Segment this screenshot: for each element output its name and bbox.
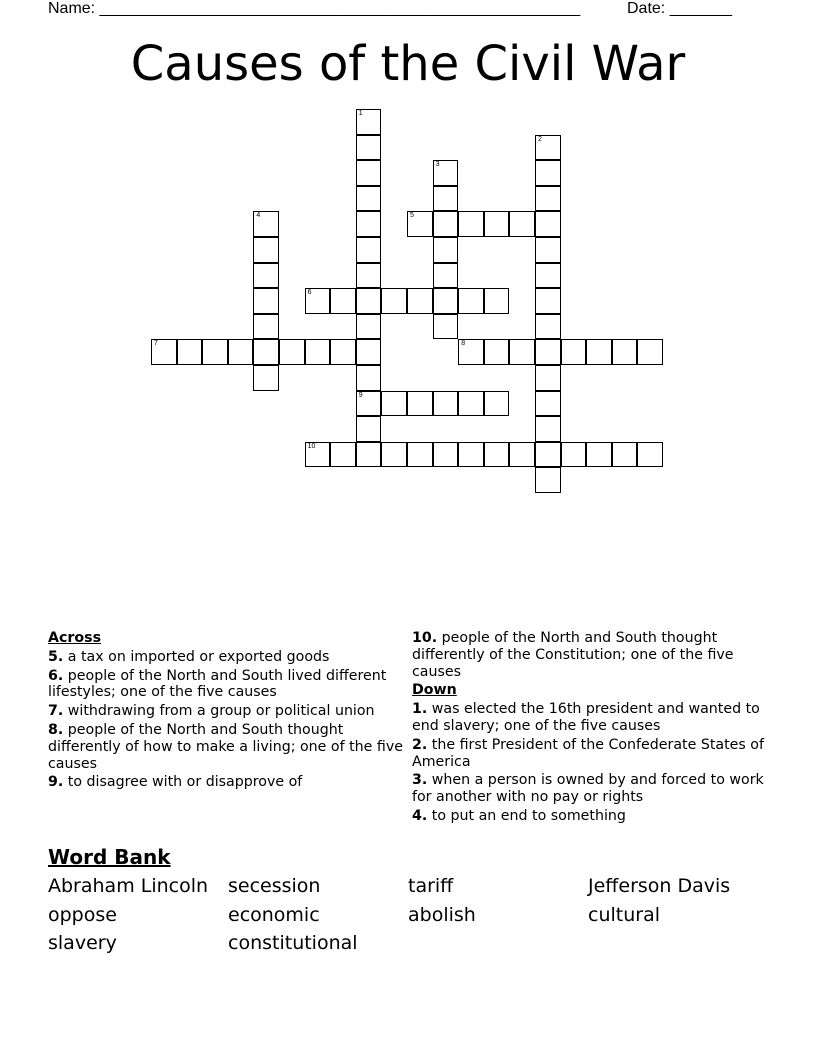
crossword-cell[interactable] [177,339,203,365]
crossword-cell[interactable] [484,339,510,365]
word-bank-item: Jefferson Davis [588,875,731,897]
crossword-cell[interactable] [356,109,382,135]
crossword-cell[interactable] [407,288,433,314]
crossword-cell[interactable] [637,339,663,365]
crossword-cell[interactable] [228,339,254,365]
across-heading: Across [48,630,102,646]
clue-across-9: 9. to disagree with or disapprove of [48,774,303,791]
name-field-label: Name: ______________________________________________________ [48,0,581,17]
clue-down-2: 2. the first President of the Confederate States of America [412,736,764,770]
crossword-cell[interactable] [535,135,561,161]
crossword-cell[interactable] [484,211,510,237]
word-bank-item: tariff [408,875,454,897]
crossword-cell[interactable] [535,186,561,212]
crossword-cell[interactable] [433,391,459,417]
clue-number: 1 [358,110,363,117]
clue-across-7: 7. withdrawing from a group or political union [48,703,375,720]
crossword-cell[interactable] [535,416,561,442]
crossword-cell[interactable] [279,339,305,365]
crossword-cell[interactable] [407,391,433,417]
crossword-cell[interactable] [433,263,459,289]
crossword-cell[interactable] [458,211,484,237]
word-bank-item: economic [228,904,320,926]
clue-number: 6 [307,289,312,297]
crossword-cell[interactable] [509,442,535,468]
down-heading: Down [412,682,457,699]
page-title: Causes of the Civil War [130,36,686,92]
crossword-cell[interactable] [356,416,382,442]
crossword-cell[interactable] [433,237,459,263]
clue-number: 8 [461,340,466,348]
crossword-cell[interactable] [458,442,484,468]
clue-down-3: 3. when a person is owned by and forced to work for another with no pay or rights [412,772,764,806]
crossword-cell[interactable] [433,160,459,186]
crossword-cell[interactable] [535,288,561,314]
crossword-cell[interactable] [253,339,279,365]
clue-number: 9 [358,391,363,399]
crossword-cell[interactable] [330,339,356,365]
crossword-cell[interactable] [433,314,459,340]
clue-number: 3 [435,161,440,169]
crossword-cell[interactable] [356,186,382,212]
word-bank-item: Abraham Lincoln [48,875,209,897]
crossword-cell[interactable] [253,365,279,391]
clue-number: 10 [307,442,316,450]
word-bank-item: constitutional [228,932,358,954]
word-bank-title: Word Bank [48,845,171,869]
word-bank-item: abolish [408,904,476,926]
date-field-label: Date: _______ [627,0,732,17]
crossword-cell[interactable] [484,442,510,468]
clue-number: 4 [256,212,261,220]
crossword-cell[interactable] [330,288,356,314]
across-clues [48,630,403,793]
crossword-cell[interactable] [253,211,279,237]
crossword-cell[interactable] [458,391,484,417]
clue-down-1: 1. was elected the 16th president and wanted to end slavery; one of the five causes [412,701,760,734]
crossword-cell[interactable] [433,288,459,314]
clue-across-6: 6. people of the North and South lived different lifestyles; one of the five causes [48,667,387,701]
crossword-cell[interactable] [509,211,535,237]
crossword-cell[interactable] [586,339,612,365]
clue-number: 5 [410,212,414,220]
crossword-cell[interactable] [381,288,407,314]
clue-across-5: 5. a tax on imported or exported goods [48,648,330,665]
crossword-cell[interactable] [612,442,638,468]
crossword-cell[interactable] [253,263,279,289]
crossword-cell[interactable] [509,339,535,365]
crossword-cell[interactable] [356,135,382,161]
crossword-cell[interactable] [356,237,382,263]
crossword-cell[interactable] [330,442,356,468]
crossword-cell[interactable] [433,442,459,468]
crossword-cell[interactable] [637,442,663,468]
crossword-cell[interactable] [356,442,382,468]
crossword-cell[interactable] [535,391,561,417]
word-bank-item: secession [228,875,321,897]
crossword-cell[interactable] [356,288,382,314]
crossword-cell[interactable] [484,288,510,314]
crossword-cell[interactable] [202,339,228,365]
crossword-cell[interactable] [433,211,459,237]
crossword-cell[interactable] [612,339,638,365]
crossword-cell[interactable] [535,365,561,391]
crossword-cell[interactable] [305,442,331,468]
crossword-cell[interactable] [535,314,561,340]
crossword-cell[interactable] [484,391,510,417]
crossword-cell[interactable] [458,288,484,314]
crossword-cell[interactable] [535,467,561,493]
crossword-cell[interactable] [561,442,587,468]
crossword-cell[interactable] [535,237,561,263]
crossword-cell[interactable] [356,160,382,186]
crossword-cell[interactable] [151,339,177,365]
crossword-cell[interactable] [356,391,382,417]
crossword-cell[interactable] [535,160,561,186]
clue-across-10: 10. people of the North and South thought differently of the Constitution; one of the five causes [412,630,734,680]
crossword-cell[interactable] [356,365,382,391]
crossword-cell[interactable] [561,339,587,365]
crossword-cell[interactable] [305,339,331,365]
crossword-cell[interactable] [535,442,561,468]
crossword-cell[interactable] [253,288,279,314]
crossword-cell[interactable] [305,288,331,314]
clues-right-column [412,630,772,827]
word-bank-item: slavery [48,932,117,954]
clue-number: 2 [538,135,542,143]
crossword-cell[interactable] [586,442,612,468]
crossword-cell[interactable] [433,186,459,212]
crossword-cell[interactable] [535,339,561,365]
word-bank-item: cultural [588,904,660,926]
word-bank-item: oppose [48,904,117,926]
clue-across-8: 8. people of the North and South thought differently of how to make a living; one of the five causes [48,721,403,772]
crossword-cell[interactable] [253,314,279,340]
crossword-cell[interactable] [253,237,279,263]
crossword-cell[interactable] [407,442,433,468]
clue-down-4: 4. to put an end to something [412,807,626,824]
crossword-cell[interactable] [535,211,561,237]
crossword-cell[interactable] [535,263,561,289]
crossword-cell[interactable] [381,391,407,417]
clue-number: 7 [154,340,158,348]
crossword-cell[interactable] [356,339,382,365]
crossword-cell[interactable] [356,211,382,237]
crossword-cell[interactable] [458,339,484,365]
crossword-cell[interactable] [407,211,433,237]
crossword-cell[interactable] [381,442,407,468]
crossword-cell[interactable] [356,263,382,289]
crossword-cell[interactable] [356,314,382,340]
